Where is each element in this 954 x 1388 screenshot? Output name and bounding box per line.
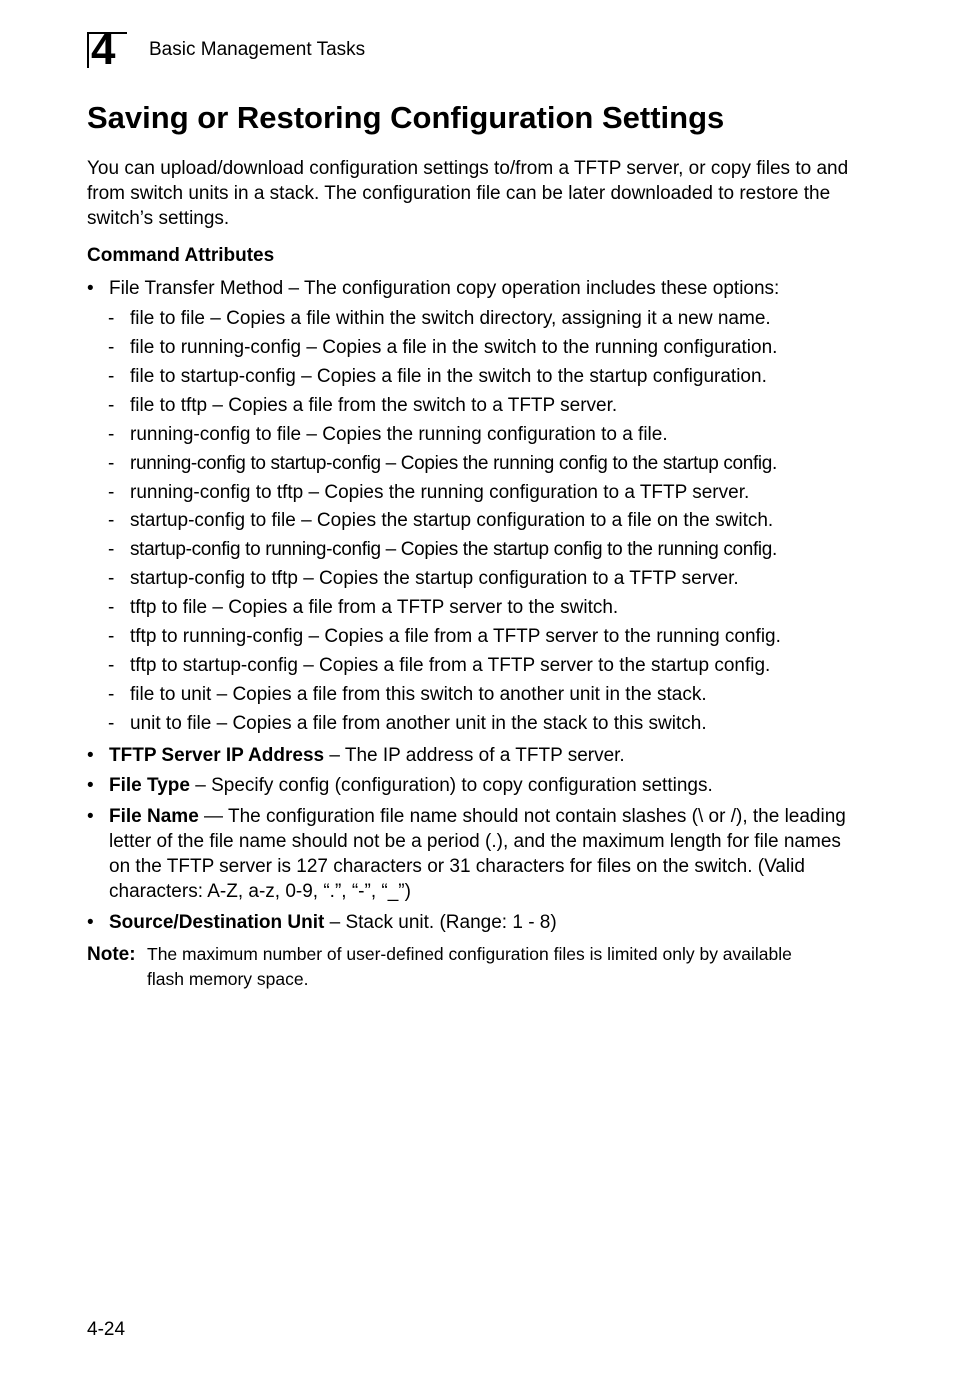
transfer-option-text: file to file – Copies a file within the switch directory, assigning it a new name. xyxy=(130,308,771,329)
dash-marker: - xyxy=(108,568,115,589)
dash-marker: - xyxy=(108,453,114,474)
dash-marker: - xyxy=(108,539,114,560)
transfer-option-text: running-config to startup-config – Copies the running config to the startup config. xyxy=(130,453,777,474)
attribute-text xyxy=(109,804,849,904)
transfer-option-text: file to startup-config – Copies a file in the switch to the startup configuration. xyxy=(130,366,767,387)
transfer-option-text: tftp to startup-config – Copies a file from a TFTP server to the startup config. xyxy=(130,655,771,676)
transfer-option-text: file to running-config – Copies a file in the switch to the running configuration. xyxy=(130,337,778,358)
dash-marker: - xyxy=(108,424,115,445)
attribute-term: File Type xyxy=(109,775,190,796)
bullet-marker: • xyxy=(87,745,94,766)
transfer-option-text: file to tftp – Copies a file from the switch to a TFTP server. xyxy=(130,395,618,416)
intro-paragraph: You can upload/download configuration settings to/from a TFTP server, or copy files to and from switch units in a stack. The configuration file can be later downloaded to restore the switch’s settings. xyxy=(87,158,849,229)
command-attributes-heading: Command Attributes xyxy=(87,245,275,266)
bullet-marker: • xyxy=(87,912,94,933)
transfer-option-text: file to unit – Copies a file from this switch to another unit in the stack. xyxy=(130,684,707,705)
dash-marker: - xyxy=(108,366,115,387)
bullet-marker: • xyxy=(87,775,94,796)
dash-marker: - xyxy=(108,337,115,358)
note-label: Note: xyxy=(87,944,136,965)
attribute-text xyxy=(109,773,713,798)
chapter-number: 4 xyxy=(91,25,116,74)
bullet-marker: • xyxy=(87,278,94,299)
attribute-desc: – Specify config (configuration) to copy configuration settings. xyxy=(189,775,713,796)
dash-marker: - xyxy=(108,597,115,618)
attribute-text xyxy=(109,743,625,768)
dash-marker: - xyxy=(108,655,115,676)
dash-marker: - xyxy=(108,308,115,329)
attribute-text xyxy=(109,910,557,935)
transfer-option-text: unit to file – Copies a file from another unit in the stack to this switch. xyxy=(130,713,707,734)
dash-marker: - xyxy=(108,510,115,531)
transfer-option-text: startup-config to tftp – Copies the startup configuration to a TFTP server. xyxy=(130,568,739,589)
attribute-term: TFTP Server IP Address xyxy=(109,745,325,766)
attribute-desc: — The configuration file name should not contain slashes (\ or /), the leading letter of the file name should not be a period (.), and the maximum length for file names on the TFTP server is 127 characters or 31 characters for files on the switch. (Valid characters: A-Z, a-z, 0-9, “.”, “-”, “_”) xyxy=(109,806,846,902)
attribute-term: File Name xyxy=(109,806,199,827)
dash-marker: - xyxy=(108,482,115,503)
file-transfer-method-text: File Transfer Method – The configuration copy operation includes these options: xyxy=(109,278,780,299)
bullet-marker: • xyxy=(87,806,94,827)
section-title: Saving or Restoring Configuration Settings xyxy=(87,100,725,135)
transfer-option-text: tftp to running-config – Copies a file from a TFTP server to the running config. xyxy=(130,626,781,647)
transfer-option-text: running-config to file – Copies the running configuration to a file. xyxy=(130,424,668,445)
dash-marker: - xyxy=(108,684,115,705)
dash-marker: - xyxy=(108,626,115,647)
transfer-option-text: running-config to tftp – Copies the running configuration to a TFTP server. xyxy=(130,482,750,503)
transfer-option-text: startup-config to file – Copies the startup configuration to a file on the switch. xyxy=(130,510,774,531)
note-text: The maximum number of user-defined configuration files is limited only by available flash memory space. xyxy=(147,944,792,989)
attribute-desc: – The IP address of a TFTP server. xyxy=(324,745,625,766)
transfer-option-text: startup-config to running-config – Copies the startup config to the running config. xyxy=(130,539,777,560)
attribute-desc: – Stack unit. (Range: 1 - 8) xyxy=(324,912,557,933)
attribute-term: Source/Destination Unit xyxy=(109,912,325,933)
dash-marker: - xyxy=(108,395,115,416)
transfer-option-text: tftp to file – Copies a file from a TFTP server to the switch. xyxy=(130,597,619,618)
page-number: 4-24 xyxy=(87,1319,126,1340)
running-header: Basic Management Tasks xyxy=(149,39,366,60)
dash-marker: - xyxy=(108,713,115,734)
